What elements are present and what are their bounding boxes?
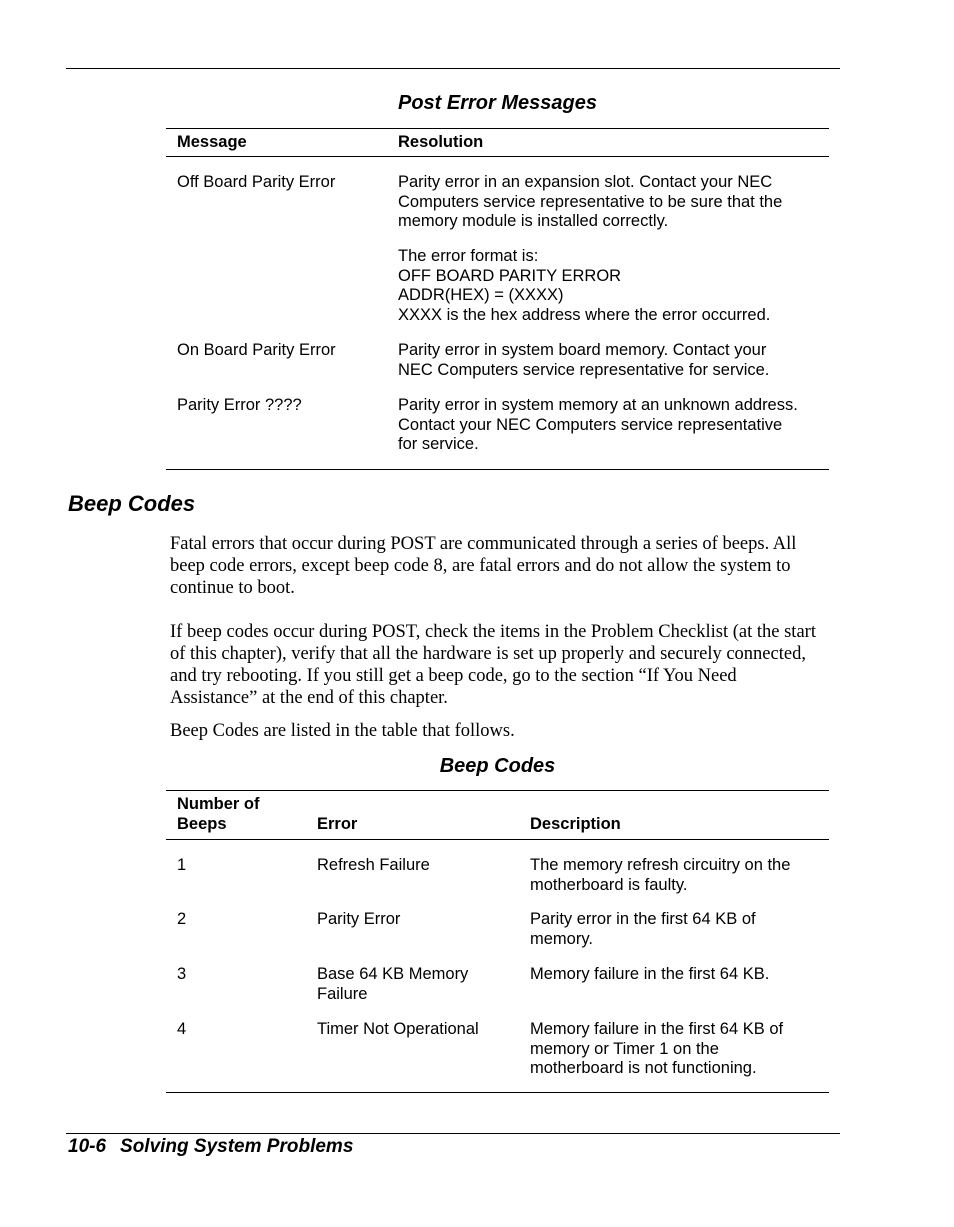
post-row-3-resolution: Parity error in system memory at an unknown address. Contact your NEC Computers service representative for service. bbox=[398, 396, 798, 454]
beep-row-2-error: Parity Error bbox=[317, 910, 401, 928]
beep-row-3-count: 3 bbox=[177, 965, 187, 983]
page-number: 10-6 bbox=[68, 1136, 107, 1157]
beep-row-4-error: Timer Not Operational bbox=[317, 1020, 479, 1038]
post-row-2-message: On Board Parity Error bbox=[177, 341, 336, 359]
beep-row-2-count: 2 bbox=[177, 910, 187, 928]
beep-row-2-description: Parity error in the first 64 KB of memory. bbox=[530, 910, 756, 948]
beep-row-3-description: Memory failure in the first 64 KB. bbox=[530, 965, 770, 983]
post-table-caption: Post Error Messages bbox=[398, 92, 597, 114]
beep-table-top-rule bbox=[166, 790, 829, 791]
post-header-resolution: Resolution bbox=[398, 133, 484, 151]
beep-row-1-description: The memory refresh circuitry on the motherboard is faulty. bbox=[530, 856, 791, 894]
beep-paragraph-2: If beep codes occur during POST, check the items in the Problem Checklist (at the start of this chapter), verify that all the hardware is set up properly and securely connected, and try rebooting. If you still get a beep code, go to the section “If You Need Assistance” at the end of this chapter. bbox=[170, 622, 816, 708]
post-table-bottom-rule bbox=[166, 469, 829, 470]
post-table-top-rule bbox=[166, 128, 829, 129]
post-header-message: Message bbox=[177, 133, 247, 151]
footer-rule bbox=[66, 1133, 840, 1134]
beep-header-number: Number of Beeps bbox=[177, 795, 260, 833]
post-row-1-resolution-format: The error format is: OFF BOARD PARITY ERROR ADDR(HEX) = (XXXX) XXXX is the hex address where the error occurred. bbox=[398, 247, 771, 324]
page-footer bbox=[68, 1136, 353, 1158]
beep-paragraph-1: Fatal errors that occur during POST are communicated through a series of beeps. All beep code errors, except beep code 8, are fatal errors and do not allow the system to continue to boot. bbox=[170, 534, 797, 598]
beep-table-header-rule bbox=[166, 839, 829, 840]
header-rule bbox=[66, 68, 840, 69]
post-table-header-rule bbox=[166, 156, 829, 157]
beep-row-4-count: 4 bbox=[177, 1020, 187, 1038]
beep-header-error: Error bbox=[317, 815, 358, 833]
beep-row-3-error: Base 64 KB Memory Failure bbox=[317, 965, 469, 1003]
beep-paragraph-3: Beep Codes are listed in the table that follows. bbox=[170, 721, 515, 741]
beep-codes-heading: Beep Codes bbox=[68, 491, 196, 516]
post-row-1-message: Off Board Parity Error bbox=[177, 173, 336, 191]
beep-table-caption: Beep Codes bbox=[439, 755, 556, 777]
post-row-3-message: Parity Error ???? bbox=[177, 396, 302, 414]
post-row-2-resolution: Parity error in system board memory. Contact your NEC Computers service representative for service. bbox=[398, 341, 770, 379]
beep-row-1-error: Refresh Failure bbox=[317, 856, 430, 874]
beep-header-description: Description bbox=[530, 815, 621, 833]
beep-row-1-count: 1 bbox=[177, 856, 187, 874]
beep-row-4-description: Memory failure in the first 64 KB of memory or Timer 1 on the motherboard is not functioning. bbox=[530, 1020, 784, 1078]
chapter-title: Solving System Problems bbox=[120, 1136, 354, 1157]
post-row-1-resolution: Parity error in an expansion slot. Contact your NEC Computers service representative to be sure that the memory module is installed correctly. bbox=[398, 173, 783, 231]
beep-table-bottom-rule bbox=[166, 1092, 829, 1093]
